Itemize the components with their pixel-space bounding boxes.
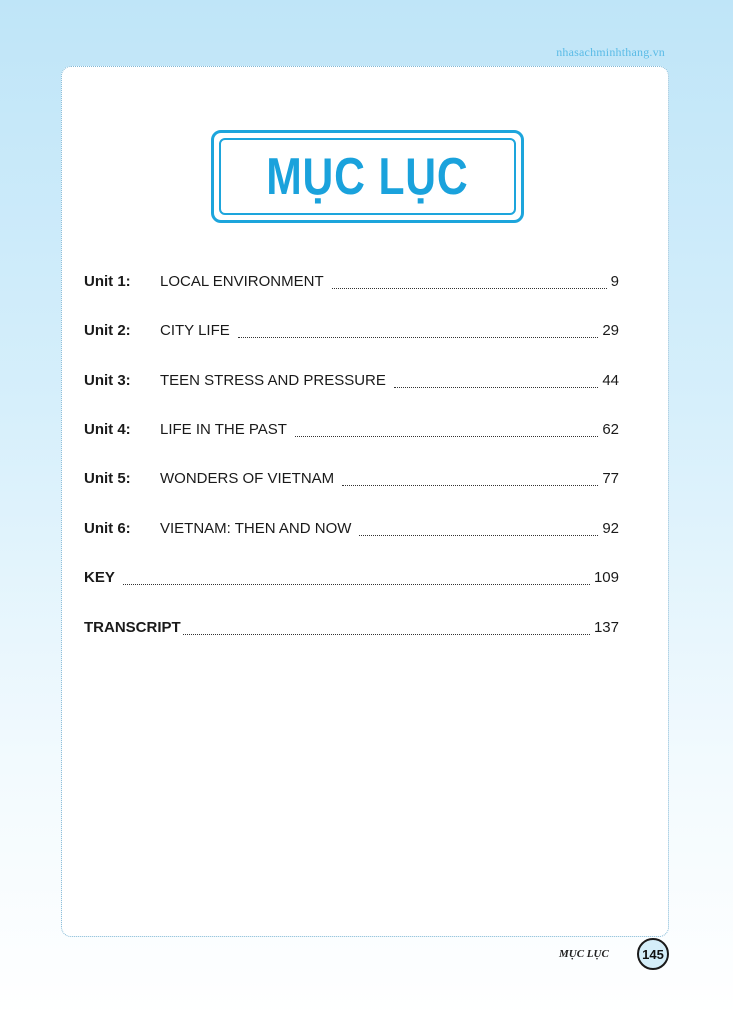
toc-row-key[interactable] <box>84 569 619 591</box>
title-frame <box>211 130 524 223</box>
toc-page-number: 109 <box>593 569 619 586</box>
toc-unit-label: Unit 3: <box>84 372 131 389</box>
toc-leader-dots <box>359 534 598 536</box>
toc-leader-dots <box>394 386 598 388</box>
toc-unit-label: Unit 4: <box>84 421 131 438</box>
title-inner-frame <box>219 138 516 215</box>
toc-leader-dots <box>332 287 607 289</box>
toc-unit-label: Unit 5: <box>84 470 131 487</box>
toc-key-label: KEY <box>84 569 115 586</box>
toc-unit-label: Unit 1: <box>84 273 131 290</box>
toc-leader-dots <box>183 633 590 635</box>
toc-page-number: 92 <box>602 520 619 537</box>
toc-row-unit-2[interactable] <box>84 322 619 344</box>
toc-leader-dots <box>295 435 598 437</box>
toc-page-number: 9 <box>610 273 619 290</box>
page-number-badge <box>637 938 669 970</box>
toc-unit-label: Unit 2: <box>84 322 131 339</box>
toc-page-number: 62 <box>602 421 619 438</box>
toc-unit-title: LIFE IN THE PAST <box>160 421 287 438</box>
toc-row-unit-6[interactable] <box>84 520 619 542</box>
toc-page-number: 44 <box>602 372 619 389</box>
toc-row-unit-4[interactable] <box>84 421 619 443</box>
toc-row-unit-5[interactable] <box>84 470 619 492</box>
toc-unit-title: TEEN STRESS AND PRESSURE <box>160 372 386 389</box>
page-card <box>61 66 669 937</box>
footer-section-label: MỤC LỤC <box>559 948 609 960</box>
page-number: 145 <box>642 946 664 962</box>
toc-leader-dots <box>123 583 590 585</box>
toc-unit-title: VIETNAM: THEN AND NOW <box>160 520 352 537</box>
toc-row-unit-3[interactable] <box>84 372 619 394</box>
toc-page-number: 29 <box>602 322 619 339</box>
toc-page-number: 137 <box>593 619 619 636</box>
site-url: nhasachminhthang.vn <box>556 45 665 59</box>
toc-page-number: 77 <box>602 470 619 487</box>
toc-unit-title: LOCAL ENVIRONMENT <box>160 273 324 290</box>
toc-leader-dots <box>238 336 599 338</box>
toc-leader-dots <box>342 484 598 486</box>
toc-unit-label: Unit 6: <box>84 520 131 537</box>
page-title: MỤC LỤC <box>266 147 469 206</box>
toc-unit-title: WONDERS OF VIETNAM <box>160 470 335 487</box>
toc-row-unit-1[interactable] <box>84 273 619 295</box>
toc-unit-title: CITY LIFE <box>160 322 230 339</box>
toc-transcript-label: TRANSCRIPT <box>84 619 181 636</box>
toc-row-transcript[interactable] <box>84 619 619 641</box>
